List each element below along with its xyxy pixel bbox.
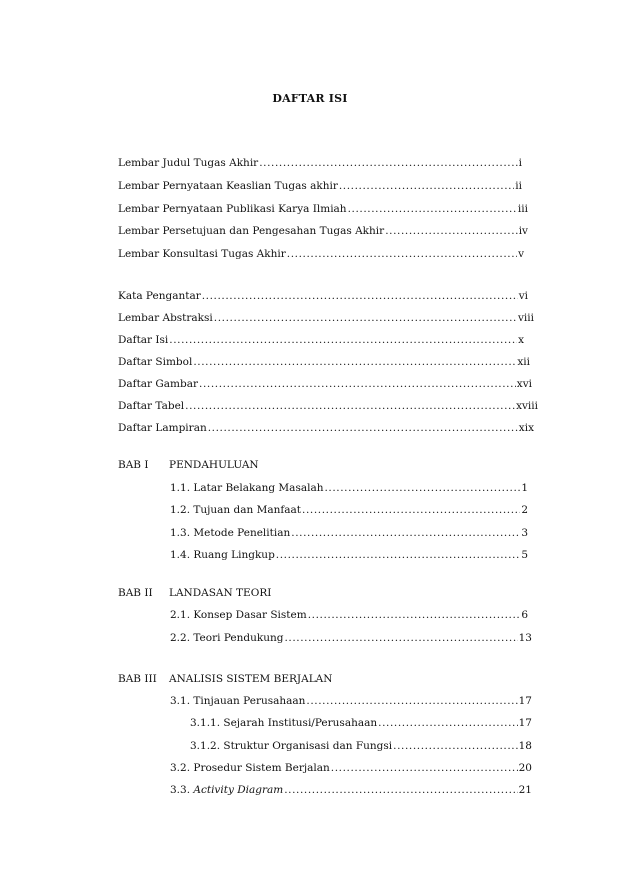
toc-page: xix [518, 422, 534, 434]
toc-page: vi [518, 290, 528, 302]
toc-entry [118, 247, 524, 261]
toc-entry [118, 289, 528, 303]
leader-dots [331, 761, 518, 775]
toc-entry [170, 481, 528, 495]
leader-dots [339, 179, 514, 193]
toc-entry [170, 761, 532, 775]
toc-label: 3.1.1. Sejarah Institusi/Perusahaan [190, 717, 378, 729]
leader-dots [393, 739, 518, 753]
toc-label: Daftar Tabel [118, 400, 185, 412]
chapter-number: BAB III [118, 673, 157, 685]
toc-page: 21 [518, 784, 532, 796]
toc-label-italic: Activity Diagram [193, 784, 284, 796]
toc-page: ii [515, 180, 522, 192]
toc-page: iv [518, 225, 528, 237]
chapter-heading [118, 672, 438, 686]
toc-page: 5 [521, 549, 528, 561]
toc-entry [118, 156, 522, 170]
toc-page: x [518, 334, 524, 346]
toc-entry [170, 526, 528, 540]
chapter-name: PENDAHULUAN [169, 459, 259, 471]
leader-dots [306, 694, 517, 708]
chapter-heading [118, 586, 418, 600]
toc-page: 6 [521, 609, 528, 621]
toc-page: 3 [521, 527, 528, 539]
toc-entry [170, 503, 528, 517]
toc-page: 20 [518, 762, 532, 774]
leader-dots [291, 526, 520, 540]
toc-entry [118, 224, 528, 238]
leader-dots [202, 289, 518, 303]
leader-dots [259, 156, 517, 170]
leader-dots [287, 247, 517, 261]
toc-entry [118, 179, 522, 193]
leader-dots [284, 631, 517, 645]
toc-label: Lembar Judul Tugas Akhir [118, 157, 259, 169]
toc-label: 1.4. Ruang Lingkup [170, 549, 275, 561]
toc-entry [118, 399, 538, 413]
leader-dots [378, 716, 518, 730]
chapter-number: BAB II [118, 587, 153, 599]
chapter-name: ANALISIS SISTEM BERJALAN [169, 673, 333, 685]
leader-dots [348, 202, 517, 216]
toc-label-number: 3.3. [170, 784, 191, 796]
toc-page: 18 [518, 740, 532, 752]
toc-page: viii [517, 312, 534, 324]
toc-label: Daftar Lampiran [118, 422, 207, 434]
toc-entry [170, 783, 532, 797]
toc-entry [170, 694, 532, 708]
toc-label: 2.1. Konsep Dasar Sistem [170, 609, 307, 621]
toc-entry [118, 355, 530, 369]
toc-page: iii [517, 203, 528, 215]
toc-label: 3.2. Prosedur Sistem Berjalan [170, 762, 330, 774]
leader-dots [208, 421, 518, 435]
toc-page: 2 [521, 504, 528, 516]
chapter-number: BAB I [118, 459, 149, 471]
leader-dots [185, 399, 515, 413]
toc-entry [118, 421, 534, 435]
toc-label: Daftar Gambar [118, 378, 199, 390]
toc-page: 17 [518, 717, 532, 729]
toc-page: 1 [521, 482, 528, 494]
toc-page: v [518, 248, 524, 260]
toc-entry [118, 311, 534, 325]
toc-label: 1.1. Latar Belakang Masalah [170, 482, 324, 494]
toc-label: 3.1. Tinjauan Perusahaan [170, 695, 306, 707]
toc-page: 13 [518, 632, 532, 644]
toc-label [170, 783, 283, 797]
toc-label: 1.3. Metode Penelitian [170, 527, 291, 539]
toc-page: xii [517, 356, 530, 368]
toc-entry [170, 631, 532, 645]
leader-dots [193, 355, 516, 369]
toc-label: 1.2. Tujuan dan Manfaat [170, 504, 301, 516]
toc-entry [118, 377, 532, 391]
toc-label: 3.1.2. Struktur Organisasi dan Fungsi [190, 740, 393, 752]
toc-entry [170, 608, 528, 622]
toc-entry [190, 739, 532, 753]
toc-label: Lembar Abstraksi [118, 312, 213, 324]
toc-entry [190, 716, 532, 730]
leader-dots [284, 783, 517, 797]
toc-page: i [518, 157, 522, 169]
toc-page: xvi [516, 378, 532, 390]
toc-label: Lembar Persetujuan dan Pengesahan Tugas Akhir [118, 225, 385, 237]
leader-dots [385, 224, 518, 238]
leader-dots [308, 608, 521, 622]
toc-label: Daftar Isi [118, 334, 169, 346]
chapter-heading [118, 458, 418, 472]
toc-entry [118, 202, 528, 216]
toc-page: xviii [516, 400, 538, 412]
leader-dots [302, 503, 520, 517]
toc-label: Lembar Konsultasi Tugas Akhir [118, 248, 286, 260]
toc-label: Kata Pengantar [118, 290, 201, 302]
chapter-name: LANDASAN TEORI [169, 587, 272, 599]
toc-entry [170, 548, 528, 562]
leader-dots [324, 481, 520, 495]
leader-dots [199, 377, 516, 391]
leader-dots [276, 548, 521, 562]
toc-label: 2.2. Teori Pendukung [170, 632, 284, 644]
toc-entry [118, 333, 524, 347]
leader-dots [169, 333, 517, 347]
toc-label: Daftar Simbol [118, 356, 193, 368]
toc-page: 17 [518, 695, 532, 707]
page-title: DAFTAR ISI [272, 92, 348, 105]
leader-dots [214, 311, 517, 325]
toc-label: Lembar Pernyataan Publikasi Karya Ilmiah [118, 203, 347, 215]
toc-label: Lembar Pernyataan Keaslian Tugas akhir [118, 180, 338, 192]
